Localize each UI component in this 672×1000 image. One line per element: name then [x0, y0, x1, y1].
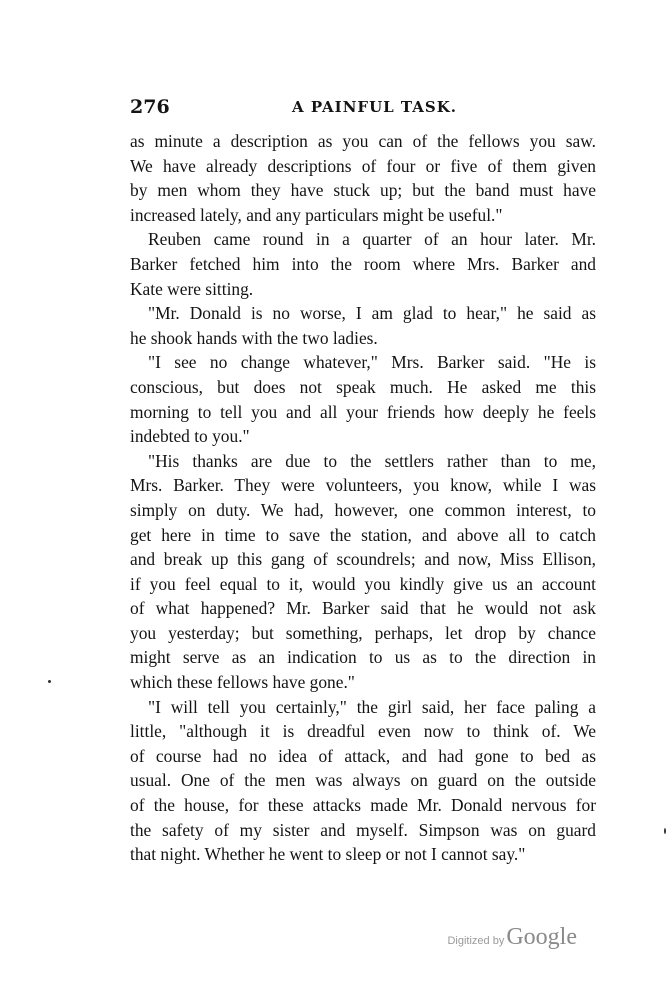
text-line: Mrs. Barker. They were volunteers, you know, while I was — [130, 475, 596, 496]
text-line: which these fellows have gone." — [130, 672, 355, 693]
text-line: "Mr. Donald is no worse, I am glad to hear," he said as — [148, 303, 596, 324]
text-line: indebted to you." — [130, 426, 250, 447]
running-head: A PAINFUL TASK. — [292, 98, 457, 116]
page-header — [130, 96, 596, 120]
page-number: 276 — [130, 96, 170, 118]
text-line: as minute a description as you can of the fellows you saw. — [130, 131, 596, 151]
text-line: Kate were sitting. — [130, 278, 254, 299]
text-line: of what happened? Mr. Barker said that he would not ask — [130, 598, 596, 619]
text-line: the safety of my sister and myself. Simpson was on guard — [130, 819, 596, 840]
text-line: little, "although it is dreadful even now to think of. We — [130, 721, 596, 742]
text-line: Reuben came round in a quarter of an hour later. Mr. — [148, 229, 596, 250]
google-logo: Google — [506, 924, 577, 950]
scan-speck — [48, 680, 51, 683]
text-line: increased lately, and any particulars might be useful." — [130, 204, 503, 225]
body-text — [130, 129, 596, 867]
text-line: that night. Whether he went to sleep or not I cannot say." — [130, 844, 526, 865]
scan-speck — [664, 828, 666, 834]
text-line: he shook hands with the two ladies. — [130, 327, 378, 348]
text-line: you yesterday; but something, perhaps, let drop by chance — [130, 622, 596, 643]
text-line: We have already descriptions of four or five of them given — [130, 155, 596, 176]
google-digitized-watermark — [447, 924, 577, 951]
text-line: conscious, but does not speak much. He asked me this — [130, 376, 596, 397]
text-line: of the house, for these attacks made Mr. Donald nervous for — [130, 795, 596, 816]
text-line: of course had no idea of attack, and had gone to bed as — [130, 745, 596, 766]
text-line: "I will tell you certainly," the girl said, her face paling a — [148, 696, 596, 717]
text-line: simply on duty. We had, however, one common interest, to — [130, 499, 596, 520]
text-line: by men whom they have stuck up; but the band must have — [130, 180, 596, 201]
digitized-by-label: Digitized by — [447, 935, 505, 947]
text-line: and break up this gang of scoundrels; and now, Miss Ellison, — [130, 549, 596, 570]
text-line: usual. One of the men was always on guard on the outside — [130, 770, 596, 791]
text-line: might serve as an indication to us as to the direction in — [130, 647, 596, 668]
text-line: Barker fetched him into the room where Mrs. Barker and — [130, 253, 596, 274]
text-line: "His thanks are due to the settlers rather than to me, — [148, 450, 596, 471]
text-line: "I see no change whatever," Mrs. Barker said. "He is — [148, 352, 596, 373]
text-line: if you feel equal to it, would you kindly give us an account — [130, 573, 596, 594]
text-line: morning to tell you and all your friends how deeply he feels — [130, 401, 596, 422]
text-line: get here in time to save the station, and above all to catch — [130, 524, 596, 545]
